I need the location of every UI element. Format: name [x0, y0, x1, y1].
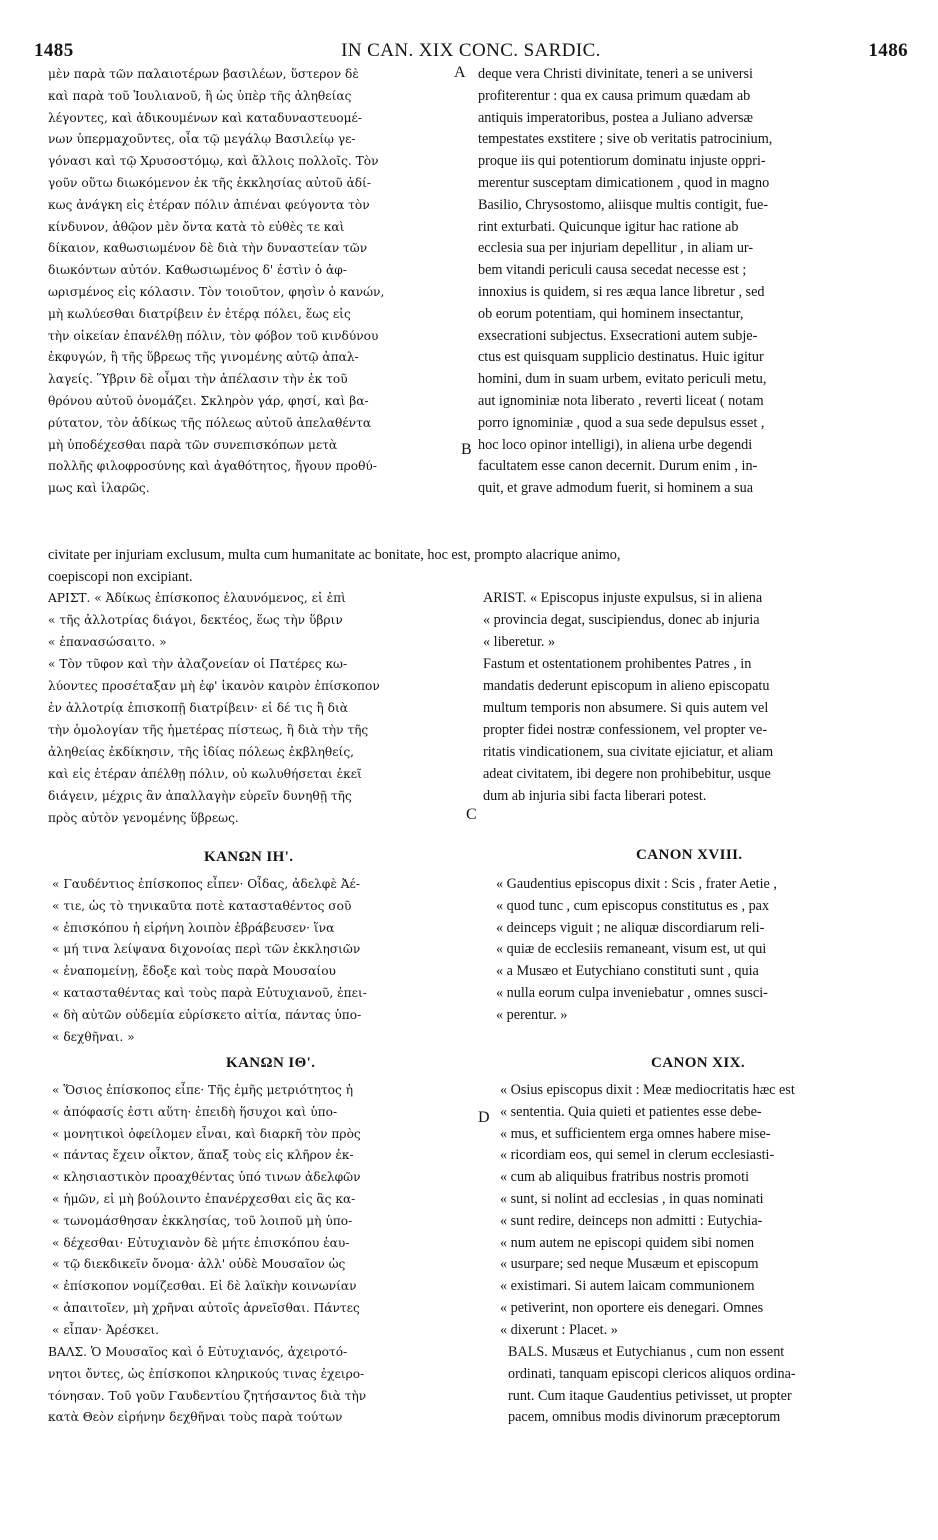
text-line: « sunt, si nolint ad ecclesias , in quas nominati [500, 1191, 764, 1207]
text-line: καὶ παρὰ τοῦ Ἰουλιανοῦ, ἢ ὡς ὑπὲρ τῆς ἀληθείας [48, 88, 352, 103]
text-line: τὴν ὁμολογίαν τῆς ἡμετέρας πίστεως, ἢ διὰ τὴν τῆς [48, 723, 369, 737]
page-header [34, 40, 908, 66]
text-line: coepiscopi non excipiant. [48, 568, 193, 585]
canon-19-latin-title: CANON XIX. [651, 1055, 745, 1071]
text-line: « τῆς ἀλλοτρίας διάγοι, δεκτέος, ἕως τὴν ὕβριν [48, 613, 343, 627]
text-line: μως καὶ ἱλαρῶς. [48, 481, 150, 496]
text-line: deque vera Christi divinitate, teneri a se universi [478, 66, 753, 82]
text-line: « τιε, ὡς τὸ τηνικαῦτα ποτὲ κατασταθέντος σοῦ [52, 898, 352, 913]
text-line: ordinati, tanquam episcopi clericos aliquos ordina- [508, 1365, 796, 1382]
text-line: ἐκφυγών, ἢ τῆς ὕβρεως τῆς γινομένης αὐτῷ ἀπαλ- [48, 350, 359, 365]
text-line: κατὰ Θεὸν εἰρήνην δεχθῆναι τοὺς παρὰ τούτων [48, 1410, 343, 1425]
canon-18-greek-title: ΚΑΝΩΝ ΙΗ'. [204, 849, 294, 865]
text-line: « provincia degat, suscipiendus, donec ab injuria [483, 612, 760, 628]
text-line: profiterentur : qua ex causa primum quædam ab [478, 87, 751, 104]
text-line: « ἡμῶν, εἰ μὴ βούλοιντο ἐπανέρχεσθαι εἰς ἃς κα- [52, 1192, 356, 1206]
text-line: « ἀπαιτοῖεν, μὴ χρῆναι αὐτοῖς ἀρνεῖσθαι. Πάντες [52, 1301, 360, 1315]
text-line: μὴ κωλύεσθαι διατρίβειν ἐν ἑτέρᾳ πόλει, ἕως εἰς [48, 306, 351, 321]
text-line: νων ὑπερμαχοῦντες, οἷα τῷ μεγάλῳ Βασιλείῳ γε- [48, 132, 356, 147]
margin-marker-a: A [454, 64, 466, 81]
text-line: ἀληθείας ἐκδίκησιν, τῆς ἰδίας πόλεως ἐκβληθείς, [48, 745, 355, 759]
text-line: runt. Cum itaque Gaudentius petivisset, ut propter [508, 1387, 792, 1404]
text-line: antiquis imperatoribus, postea a Juliano adversæ [478, 109, 754, 126]
canon-18-latin-title: CANON XVIII. [636, 847, 743, 863]
text-line: « ἐπισκόπου ἡ εἰρήνη λοιπὸν ἐβράβευσεν· ἵνα [52, 920, 335, 935]
text-line: « ἐναπομείνῃ, ἔδοξε καὶ τοὺς παρὰ Μουσαίου [52, 964, 336, 979]
text-line: πολλῆς φιλοφροσύνης καὶ ἀγαθότητος, ἤγουν προθύ- [48, 459, 377, 474]
text-line: merentur susceptam dimicationem , quod in magno [478, 175, 770, 191]
text-line: « ricordiam eos, qui semel in clerum ecclesiasti- [500, 1147, 775, 1164]
text-line: BALS. Musæus et Eutychianus , cum non essent [508, 1344, 785, 1360]
text-line: « num autem ne episcopi quidem sibi nomen [500, 1234, 755, 1251]
text-line: ἐν ἀλλοτρίᾳ ἐπισκοπῇ διατρίβειν· εἰ δέ τις ἢ διὰ [48, 701, 348, 715]
text-line: « perentur. » [496, 1006, 568, 1023]
text-line: λέγοντες, καὶ ἀδικουμένων καὶ καταδυναστευομέ- [48, 110, 362, 125]
text-line: Basilio, Chrysostomo, aliisque multis contigit, fue- [478, 196, 769, 213]
text-line: « Τὸν τῦφον καὶ τὴν ἀλαζονείαν οἱ Πατέρες κω- [48, 657, 348, 671]
running-title: IN CAN. XIX CONC. SARDIC. [341, 40, 601, 61]
text-line: porro ignominiæ , quod a sua sede depulsus esset , [478, 414, 765, 431]
text-line: ctus est quisquam supplicio destinatus. Huic igitur [478, 349, 764, 366]
text-line: « κλησιαστικὸν προαχθέντας ὑπό τινων ἀδελφῶν [52, 1170, 361, 1185]
text-line: pacem, omnibus modis divinorum præceptorum [508, 1409, 781, 1426]
text-line: aut ignominiæ nota liberato , reverti liceat ( notam [478, 393, 764, 409]
text-line: τόνησαν. Τοῦ γοῦν Γαυδεντίου ζητήσαντος διὰ τὴν [48, 1388, 367, 1403]
text-line: πρὸς αὐτὸν γενομένης ὕβρεως. [48, 811, 239, 825]
text-line: κως ἀνάγκη εἰς ἑτέραν πόλιν ἀπιέναι φεύγοντα τὸν [48, 197, 370, 212]
text-line: ωρισμένος εἰς κόλασιν. Τὸν τοιοῦτον, φησὶν ὁ κανών, [48, 285, 385, 299]
text-line: « sunt redire, deinceps non admitti : Eutychia- [500, 1212, 763, 1229]
text-line: bem vitandi periculi causa secedat necesse est ; [478, 262, 747, 279]
text-line: « dixerunt : Placet. » [500, 1321, 618, 1338]
text-line: multum temporis non absumere. Si quis autem vel [483, 700, 769, 716]
text-line: propter fidei nostræ confessionem, vel propter ve- [483, 722, 768, 738]
text-line: « Osius episcopus dixit : Meæ mediocritatis hæc est [500, 1082, 795, 1098]
text-line: διάγειν, μέχρις ἂν ἀπαλλαγὴν εὑρεῖν δυνηθῇ τῆς [48, 789, 352, 803]
text-line: γοῦν οὕτω διωκόμενον ἐκ τῆς ἐκκλησίας αὐτοῦ ἀδί- [48, 176, 371, 190]
text-line: rint exturbati. Quicunque igitur hac ratione ab [478, 218, 739, 235]
text-line: dum ab injuria sibi facta liberari potest. [483, 788, 707, 804]
text-line: « Gaudentius episcopus dixit : Scis , frater Aetie , [496, 876, 777, 892]
text-line: λαγείς. Ὕβριν δὲ οἶμαι τὴν ἀπέλασιν τὴν ἐκ τοῦ [48, 372, 348, 387]
text-line: « ἐπίσκοπον νομίζεσθαι. Εἰ δὲ λαϊκὴν κοινωνίαν [52, 1279, 357, 1294]
text-line: civitate per injuriam exclusum, multa cum humanitate ac bonitate, hoc est, prompto alacrique animo, [48, 547, 621, 563]
text-line: « mus, et sufficientem erga omnes habere mise- [500, 1125, 771, 1142]
text-line: δίκαιον, καθωσιωμένον δὲ διὰ τὴν δυναστείαν τῶν [48, 241, 368, 256]
text-line: « sententia. Quia quieti et patientes esse debe- [500, 1103, 762, 1120]
text-line: ARIST. « Episcopus injuste expulsus, si in aliena [483, 590, 763, 606]
text-line: quit, et grave admodum fuerit, si hominem a sua [478, 480, 754, 497]
margin-marker-c: C [466, 806, 477, 823]
text-line: « μή τινα λείψανα διχονοίας περὶ τῶν ἐκκλησιῶν [52, 942, 361, 957]
text-line: μὲν παρὰ τῶν παλαιοτέρων βασιλέων, ὕστερον δὲ [48, 67, 359, 81]
text-line: Fastum et ostentationem prohibentes Patres , in [483, 656, 752, 672]
text-line: « cum ab aliquibus fratribus nostris promoti [500, 1169, 750, 1186]
margin-marker-d: D [478, 1109, 490, 1126]
text-line: « petiverint, non oportere eis denegari. Omnes [500, 1300, 764, 1316]
text-line: γόνασι καὶ τῷ Χρυσοστόμῳ, καὶ ἄλλοις πολλοῖς. Τὸν [48, 154, 379, 169]
text-line: ob eorum potentiam, qui hominem insectantur, [478, 305, 744, 322]
text-line: hoc loco opinor intelligi), in aliena urbe degendi [478, 436, 753, 453]
text-line: καὶ εἰς ἑτέραν ἀπέλθῃ πόλιν, οὐ κωλυθήσεται ἐκεῖ [48, 767, 362, 781]
text-line: « ἀπόφασίς ἐστι αὕτη· ἐπειδὴ ἥσυχοι καὶ ὑπο- [52, 1104, 338, 1119]
text-line: ΒΑΛΣ. Ὁ Μουσαῖος καὶ ὁ Εὐτυχιανός, ἀχειροτό- [48, 1345, 348, 1359]
text-line: « τωνομάσθησαν ἐκκλησίας, τοῦ λοιποῦ μὴ ὑπο- [52, 1213, 353, 1228]
text-line: λύοντες προσέταξαν μὴ ἐφ' ἱκανὸν καιρὸν ἐπίσκοπον [48, 679, 380, 693]
text-line: homini, dum in suam urbem, evitato periculi metu, [478, 371, 767, 388]
text-line: ΑΡΙΣΤ. « Ἀδίκως ἐπίσκοπος ἐλαυνόμενος, εἰ ἐπὶ [48, 591, 346, 605]
text-line: κίνδυνον, ἀθῷον μὲν ὄντα κατὰ τὸ εὐθὲς τε καὶ [48, 219, 345, 234]
text-line: ρύτατον, τὸν ἀδίκως τῆς πόλεως αὐτοῦ ἀπελαθέντα [48, 415, 372, 430]
margin-marker-b: B [461, 441, 472, 458]
text-line: « Ὅσιος ἐπίσκοπος εἶπε· Τῆς ἐμῆς μετριότητος ἡ [52, 1083, 354, 1097]
text-line: διωκόντων αὐτόν. Καθωσιωμένος δ' ἐστὶν ὁ ἀφ- [48, 263, 347, 278]
text-line: « πάντας ἔχειν οἶκτον, ἅπαξ τοὺς εἰς κλῆρον ἐκ- [52, 1148, 354, 1163]
text-line: adeat civitatem, ibi degere non prohibebitur, usque [483, 766, 771, 782]
text-line: « usurpare; sed neque Musæum et episcopum [500, 1256, 759, 1273]
text-line: « Γαυδέντιος ἐπίσκοπος εἶπεν· Οἶδας, ἀδελφὲ Ἀέ- [52, 877, 360, 891]
text-line: proque iis qui potentiorum dominatu injuste oppri- [478, 153, 766, 170]
text-line: « δεχθῆναι. » [52, 1029, 135, 1044]
text-line: « quod tunc , cum episcopus constitutus es , pax [496, 897, 770, 914]
text-line: ritatis vindicationem, sua civitate ejiciatur, et aliam [483, 744, 774, 760]
text-line: « a Musæo et Eutychiano constituti sunt , quia [496, 963, 759, 980]
text-line: mandatis dederunt episcopum in alieno episcopatu [483, 678, 770, 694]
text-line: « μονητικοὶ ὀφείλομεν εἶναι, καὶ διαρκῆ τὸν πρὸς [52, 1126, 361, 1141]
text-line: « nulla eorum culpa inveniebatur , omnes susci- [496, 985, 768, 1001]
text-line: « deinceps viguit ; ne aliquæ discordiarum reli- [496, 919, 765, 936]
text-line: « εἶπαν· Ἀρέσκει. [52, 1322, 160, 1337]
text-line: innoxius is quidem, si res æqua lance libretur , sed [478, 284, 765, 300]
text-line: exsecrationi subjectus. Exsecrationi autem subje- [478, 327, 758, 344]
text-line: μὴ ὑποδέχεσθαι παρὰ τῶν συνεπισκόπων μετὰ [48, 437, 338, 452]
text-line: « liberetur. » [483, 634, 556, 650]
text-line: « δὴ αὐτῶν οὐδεμία εὑρίσκετο αἰτία, πάντας ὑπο- [52, 1007, 362, 1022]
text-line: tempestates exstitere ; sive ob veritatis patrocinium, [478, 131, 773, 148]
page-number-left: 1485 [34, 40, 74, 61]
text-line: θρόνου αὐτοῦ ὀνομάζει. Σκληρὸν γάρ, φησί, καὶ βα- [48, 394, 369, 408]
page-number-right: 1486 [868, 40, 908, 61]
text-line: « ἐπανασώσαιτο. » [48, 635, 167, 649]
text-line: « κατασταθέντας καὶ τοὺς παρὰ Εὐτυχιανοῦ, ἐπει- [52, 986, 367, 1000]
text-line: « δέχεσθαι· Εὐτυχιανὸν δὲ μήτε ἐπισκόπου ἑαυ- [52, 1235, 350, 1250]
text-line: νητοι ὄντες, ὡς ἐπίσκοποι κληρικούς τινας ἐχειρο- [48, 1366, 365, 1381]
text-line: « τῷ διεκδικεῖν ὄνομα· ἀλλ' οὐδὲ Μουσαῖον ὡς [52, 1257, 346, 1272]
text-line: τὴν οἰκείαν ἐπανέλθῃ πόλιν, τὸν φόβον τοῦ κινδύνου [48, 328, 379, 343]
canon-19-greek-title: ΚΑΝΩΝ ΙΘ'. [226, 1055, 316, 1071]
text-line: « quiæ de ecclesiis remaneant, visum est, ut qui [496, 941, 767, 958]
text-line: ecclesia sua per injuriam depellitur , in aliam ur- [478, 240, 754, 257]
text-line: facultatem esse canon decernit. Durum enim , in- [478, 458, 758, 475]
text-line: « existimari. Si autem laicam communionem [500, 1278, 755, 1295]
